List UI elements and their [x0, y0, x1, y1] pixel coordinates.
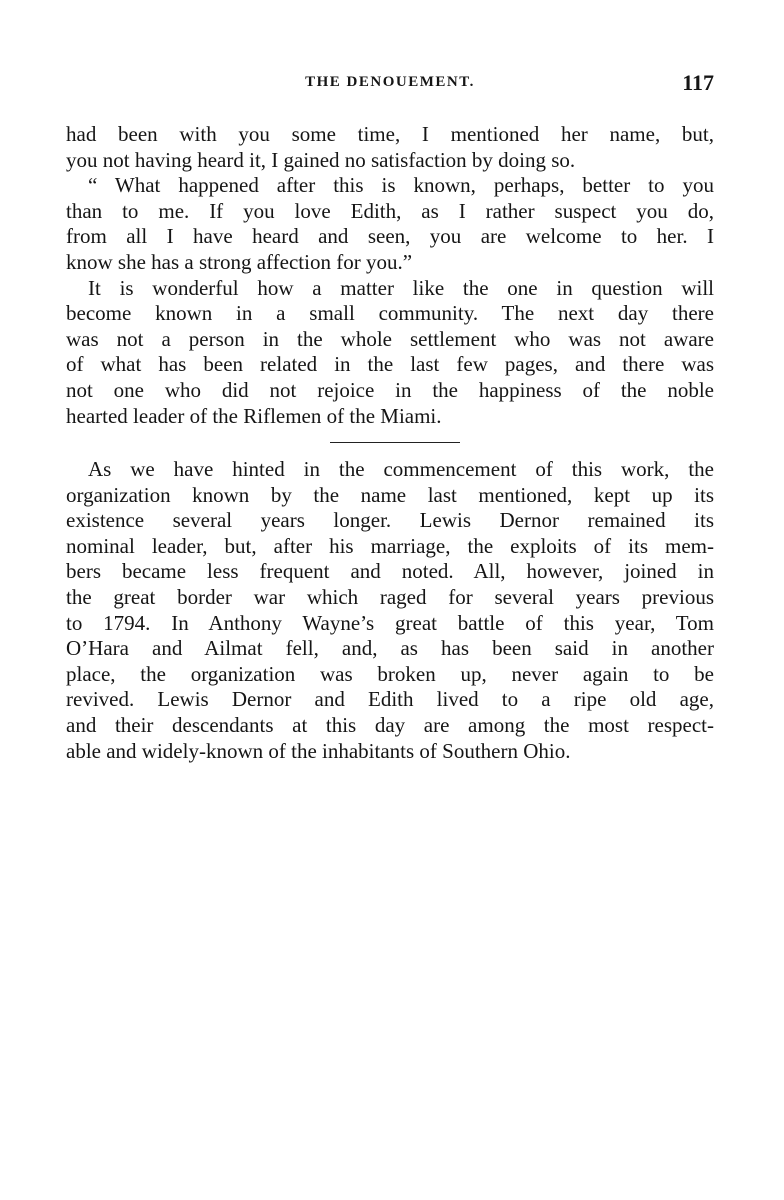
text-line: existence several years longer. Lewis Dernor remained its: [66, 508, 714, 533]
text-line: the great border war which raged for several years previous: [66, 584, 714, 609]
text-line: hearted leader of the Riflemen of the Miami.: [66, 403, 442, 428]
text-line: to 1794. In Anthony Wayne’s great battle of this year, Tom: [66, 610, 714, 635]
text-line: organization known by the name last mentioned, kept up its: [66, 482, 714, 507]
text-line: revived. Lewis Dernor and Edith lived to a ripe old age,: [66, 687, 714, 712]
text-line: know she has a strong affection for you.”: [66, 249, 413, 274]
text-line: not one who did not rejoice in the happiness of the noble: [66, 377, 714, 402]
paragraph-block-1: [66, 122, 714, 429]
text-line: As we have hinted in the commencement of this work, the: [88, 457, 714, 481]
text-line: had been with you some time, I mentioned her name, but,: [66, 122, 714, 146]
text-line: able and widely-known of the inhabitants of Southern Ohio.: [66, 738, 571, 763]
text-line: bers became less frequent and noted. All, however, joined in: [66, 559, 714, 584]
text-line: It is wonderful how a matter like the one in question will: [88, 275, 714, 300]
paragraph-block-2: [66, 457, 714, 764]
text-line: nominal leader, but, after his marriage, the exploits of its mem-: [66, 533, 714, 558]
text-line: O’Hara and Ailmat fell, and, as has been said in another: [66, 636, 714, 661]
text-line: and their descendants at this day are among the most respect-: [66, 712, 714, 737]
text-line: “ What happened after this is known, perhaps, better to you: [88, 173, 714, 198]
chapter-title: THE DENOUEMENT.: [305, 74, 475, 90]
running-head: [66, 70, 714, 98]
text-line: you not having heard it, I gained no satisfaction by doing so.: [66, 147, 576, 172]
page-number: 117: [682, 70, 714, 95]
text-line: place, the organization was broken up, never again to be: [66, 661, 714, 686]
section-divider: [330, 442, 460, 443]
text-line: of what has been related in the last few pages, and there was: [66, 352, 714, 377]
text-line: from all I have heard and seen, you are welcome to her. I: [66, 224, 714, 249]
text-line: become known in a small community. The next day there: [66, 301, 714, 326]
text-line: than to me. If you love Edith, as I rather suspect you do,: [66, 198, 714, 223]
text-line: was not a person in the whole settlement who was not aware: [66, 326, 714, 351]
